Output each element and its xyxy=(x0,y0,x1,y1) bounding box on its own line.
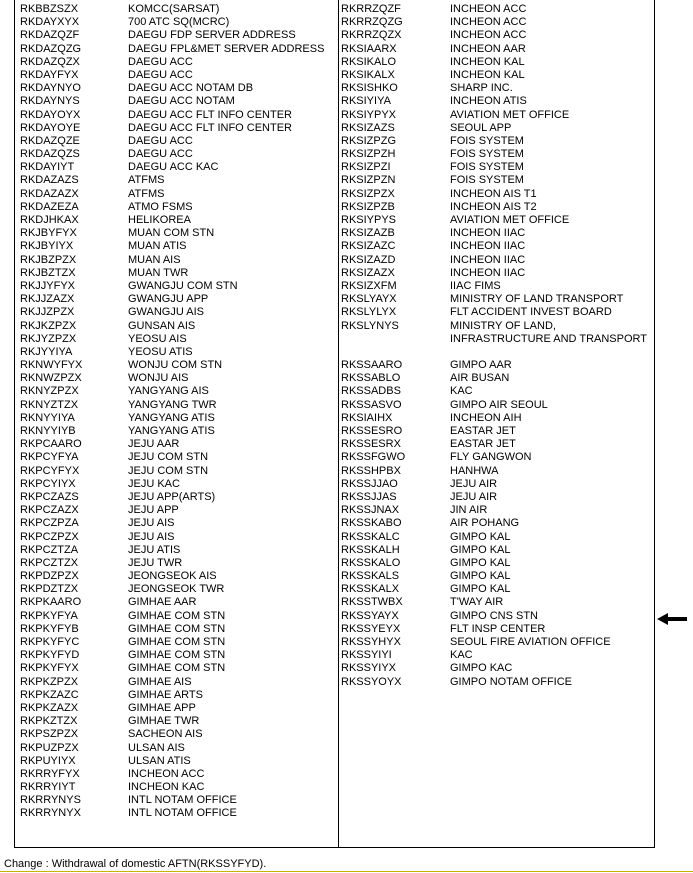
aftn-address: RKDAYXYX xyxy=(20,16,80,29)
station-name: GWANGJU AIS xyxy=(128,306,204,319)
aftn-address: RKSIZAZX xyxy=(341,266,395,279)
station-name: ATFMS xyxy=(128,174,165,187)
station-name: KAC xyxy=(450,385,473,398)
aftn-address: RKSSFGWO xyxy=(341,451,406,464)
station-name: INCHEON AIS T2 xyxy=(450,200,537,213)
aftn-address: RKPUZPZX xyxy=(20,741,79,754)
aftn-address: RKSSKALX xyxy=(341,583,400,596)
station-name: AIR POHANG xyxy=(450,517,520,530)
aftn-address: RKRRYNYX xyxy=(20,807,81,820)
aftn-address: RKDAYIYT xyxy=(20,161,75,174)
aftn-address: RKSLYAYX xyxy=(341,293,397,306)
station-name: INTL NOTAM OFFICE xyxy=(128,794,237,807)
aftn-address: RKSIYPYS xyxy=(341,214,397,226)
station-name: GIMHAE AAR xyxy=(128,596,197,609)
aftn-address: RKPDZPZX xyxy=(20,570,79,583)
aftn-address: RKSSABLO xyxy=(341,372,401,385)
aftn-address: RKNYYIYB xyxy=(20,425,76,437)
aftn-address: RKPKYFYA xyxy=(20,609,78,622)
station-name: FLT INSP CENTER xyxy=(450,622,546,635)
aftn-address: RKPCZTZA xyxy=(20,543,79,556)
aftn-address: RKDAZQZS xyxy=(20,148,80,161)
station-name: GIMPO AAR xyxy=(450,359,512,372)
station-name: DAEGU ACC NOTAM xyxy=(128,95,235,108)
aftn-address: RKDAZQZG xyxy=(20,42,82,55)
aftn-address: RKDAYNYO xyxy=(20,82,81,95)
aftn-address: RKSIZPZI xyxy=(341,161,391,174)
aftn-address: RKSSKALC xyxy=(341,530,400,543)
aftn-address: RKSIYIYA xyxy=(341,95,391,108)
station-name: GIMHAE COM STN xyxy=(128,622,226,635)
aftn-address: RKSSASVO xyxy=(341,398,402,411)
aftn-address: RKBBZSZX xyxy=(20,3,79,15)
station-name: GIMPO KAL xyxy=(450,530,511,543)
station-name: ATFMS xyxy=(128,187,165,200)
station-name: GWANGJU APP xyxy=(128,293,209,306)
aftn-address: RKRRZQZF xyxy=(341,3,401,15)
aftn-address: RKPCZAZS xyxy=(20,490,79,503)
station-name: HANHWA xyxy=(450,464,499,477)
station-name: FOIS SYSTEM xyxy=(450,161,524,174)
station-name: JEJU AIS xyxy=(128,530,175,543)
station-name: ULSAN ATIS xyxy=(128,754,191,767)
aftn-address: RKRRZQZG xyxy=(341,16,403,29)
station-name: INCHEON ACC xyxy=(450,29,527,42)
station-name: GIMHAE TWR xyxy=(128,715,200,728)
station-name: INCHEON IIAC xyxy=(450,253,526,266)
station-name: YANGYANG TWR xyxy=(128,398,217,411)
station-name: JEONGSEOK TWR xyxy=(128,583,225,596)
aftn-address: RKDAYOYX xyxy=(20,108,81,121)
station-name: FOIS SYSTEM xyxy=(450,134,524,147)
station-name: MINISTRY OF LAND, xyxy=(450,319,556,332)
station-name: FOIS SYSTEM xyxy=(450,174,524,187)
aftn-address: RKJJZAZX xyxy=(20,293,75,306)
aftn-address: RKNYZTZX xyxy=(20,398,79,411)
station-name: MINISTRY OF LAND TRANSPORT xyxy=(450,293,624,306)
aftn-address: RKSIZPZH xyxy=(341,148,396,161)
station-name: EASTAR JET xyxy=(450,425,516,437)
station-name: GIMHAE COM STN xyxy=(128,649,226,662)
station-name: JEJU ATIS xyxy=(128,543,181,556)
aftn-address: RKPKAARO xyxy=(20,596,82,609)
aftn-address: RKSIZPZN xyxy=(341,174,396,187)
aftn-address: RKRRZQZX xyxy=(341,29,402,42)
station-name: JEJU COM STN xyxy=(128,464,209,477)
station-name: KAC xyxy=(450,649,473,662)
aftn-address: RKRRYNYS xyxy=(20,794,81,807)
aftn-address: RKSSYOYX xyxy=(341,675,402,688)
station-name: JEONGSEOK AIS xyxy=(128,570,217,583)
station-name: INCHEON KAL xyxy=(450,68,525,81)
aftn-address: RKSIZAZB xyxy=(341,227,395,240)
aftn-address: RKDAYNYS xyxy=(20,95,80,108)
station-name: HELIKOREA xyxy=(128,214,191,226)
aftn-address: RKPCZPZA xyxy=(20,517,79,530)
aftn-address: RKPKYFYC xyxy=(20,636,80,648)
station-name: GIMHAE APP xyxy=(128,701,196,714)
station-name: GIMHAE COM STN xyxy=(128,609,226,622)
aftn-address: RKSSESRO xyxy=(341,425,403,437)
station-name: DAEGU ACC xyxy=(128,134,193,147)
aftn-address: RKPKZPZX xyxy=(20,675,79,688)
aftn-address: RKJBYIYX xyxy=(20,240,74,253)
aftn-address: RKSLYNYS xyxy=(341,319,399,332)
station-name: DAEGU FPL&MET SERVER ADDRESS xyxy=(128,42,325,55)
aftn-address: RKPCYFYA xyxy=(20,451,79,464)
station-name: JEJU AAR xyxy=(128,438,180,451)
station-name: GIMPO AIR SEOUL xyxy=(450,398,548,411)
aftn-address: RKSSYEYX xyxy=(341,622,401,635)
aftn-address: RKSSJJAO xyxy=(341,477,398,490)
station-name: GWANGJU COM STN xyxy=(128,279,238,292)
station-name: AIR BUSAN xyxy=(450,372,510,385)
station-name: SHARP INC. xyxy=(450,82,513,95)
aftn-address: RKSSESRX xyxy=(341,438,401,451)
aftn-address: RKSSJNAX xyxy=(341,504,400,517)
aftn-address: RKPKZAZC xyxy=(20,688,79,701)
station-name: INCHEON KAC xyxy=(128,781,205,794)
aftn-address: RKDAYOYE xyxy=(20,121,81,134)
aftn-address: RKSIKALO xyxy=(341,55,397,68)
aftn-address: RKSIZPZG xyxy=(341,134,397,147)
station-name: MUAN ATIS xyxy=(128,240,187,253)
aftn-address: RKSIZXFM xyxy=(341,279,397,292)
station-name: SEOUL FIRE AVIATION OFFICE xyxy=(450,636,611,648)
aftn-address: RKSIAIHX xyxy=(341,411,393,424)
footer-rule xyxy=(0,871,693,872)
aftn-address: RKSSYIYX xyxy=(341,662,397,675)
station-name: 700 ATC SQ(MCRC) xyxy=(128,16,230,29)
station-name: JEJU AIR xyxy=(450,477,498,490)
aftn-address: RKSSYHYX xyxy=(341,636,401,648)
station-name: GIMHAE AIS xyxy=(128,675,192,688)
aftn-address: RKSSYAYX xyxy=(341,609,399,622)
station-name: GIMPO KAL xyxy=(450,556,511,569)
aftn-address: RKDAYFYX xyxy=(20,68,79,81)
aftn-address: RKSIAARX xyxy=(341,42,397,55)
aftn-address: RKSIZAZC xyxy=(341,240,396,253)
aftn-address: RKJBZTZX xyxy=(20,266,76,279)
station-name: JEJU APP(ARTS) xyxy=(128,490,216,503)
station-name: INCHEON AIH xyxy=(450,411,522,424)
station-name: WONJU AIS xyxy=(128,372,189,385)
station-name: FLY GANGWON xyxy=(450,451,532,464)
change-note: Change : Withdrawal of domestic AFTN(RKSSYFYD). xyxy=(4,858,267,870)
station-name: INCHEON IIAC xyxy=(450,227,526,240)
aftn-address: RKRRYFYX xyxy=(20,767,80,780)
aftn-address: RKSSHPBX xyxy=(341,464,401,477)
station-name: INCHEON IIAC xyxy=(450,240,526,253)
station-name: GIMHAE ARTS xyxy=(128,688,203,701)
station-name: ATMO FSMS xyxy=(128,200,193,213)
station-name: YANGYANG AIS xyxy=(128,385,209,398)
aftn-address: RKNYZPZX xyxy=(20,385,79,398)
aftn-address: RKNWYFYX xyxy=(20,359,83,372)
station-name: GIMPO KAC xyxy=(450,662,513,675)
station-name: SEOUL APP xyxy=(450,121,512,134)
station-name: ULSAN AIS xyxy=(128,741,185,754)
aftn-address: RKPCZPZX xyxy=(20,530,79,543)
station-name: YEOSU ATIS xyxy=(128,345,193,358)
aftn-address: RKSLYLYX xyxy=(341,306,397,319)
aftn-address: RKSIZAZS xyxy=(341,121,395,134)
aftn-address: RKSSADBS xyxy=(341,385,401,398)
aftn-address: RKPKZAZX xyxy=(20,701,79,714)
station-name: YEOSU AIS xyxy=(128,332,187,345)
aftn-address: RKJYYIYA xyxy=(20,345,73,358)
station-name: JEJU APP xyxy=(128,504,179,517)
aftn-address: RKSIKALX xyxy=(341,68,395,81)
aftn-address: RKDAZQZF xyxy=(20,29,80,42)
aftn-address: RKDAZQZX xyxy=(20,55,80,68)
aftn-address: RKDAZAZS xyxy=(20,174,79,187)
station-name: MUAN COM STN xyxy=(128,227,215,240)
aftn-address: RKPKYFYD xyxy=(20,649,80,662)
aftn-address: RKSSKABO xyxy=(341,517,402,530)
station-name: MUAN AIS xyxy=(128,253,181,266)
aftn-address: RKSIZPZB xyxy=(341,200,395,213)
station-name: INCHEON IIAC xyxy=(450,266,526,279)
station-name: AVIATION MET OFFICE xyxy=(450,214,570,226)
station-name: GIMHAE COM STN xyxy=(128,662,226,675)
aftn-address: RKSIZPZX xyxy=(341,187,395,200)
station-name: DAEGU ACC FLT INFO CENTER xyxy=(128,121,293,134)
aftn-address: RKJBZPZX xyxy=(20,253,77,266)
station-name: EASTAR JET xyxy=(450,438,516,451)
station-name: YANGYANG ATIS xyxy=(128,425,215,437)
aftn-address: RKPUYIYX xyxy=(20,754,76,767)
aftn-address: RKJBYFYX xyxy=(20,227,77,240)
aftn-address: RKSSKALO xyxy=(341,556,401,569)
station-name: INCHEON AIS T1 xyxy=(450,187,537,200)
station-name: KOMCC(SARSAT) xyxy=(128,3,220,15)
station-name: GIMPO KAL xyxy=(450,543,511,556)
station-name: DAEGU ACC NOTAM DB xyxy=(128,82,254,95)
station-name: FOIS SYSTEM xyxy=(450,148,524,161)
aftn-address: RKPCAARO xyxy=(20,438,82,451)
aftn-address: RKNWZPZX xyxy=(20,372,82,385)
aftn-address: RKRRYIYT xyxy=(20,781,76,794)
aftn-address: RKSISHKO xyxy=(341,82,398,95)
aftn-address: RKSSYIYI xyxy=(341,649,392,662)
station-name: WONJU COM STN xyxy=(128,359,223,372)
aftn-address: RKDAZEZA xyxy=(20,200,79,213)
station-name: GIMHAE COM STN xyxy=(128,636,226,648)
station-name: IIAC FIMS xyxy=(450,279,501,292)
aftn-address: RKDAZAZX xyxy=(20,187,79,200)
aftn-address: RKJJYFYX xyxy=(20,279,76,292)
station-name: INCHEON ACC xyxy=(128,767,205,780)
station-name: DAEGU ACC xyxy=(128,55,193,68)
station-name: AVIATION MET OFFICE xyxy=(450,108,570,121)
station-name: GIMPO NOTAM OFFICE xyxy=(450,675,573,688)
aftn-address: RKPCZAZX xyxy=(20,504,79,517)
aftn-address: RKSSTWBX xyxy=(341,596,403,609)
station-name: SACHEON AIS xyxy=(128,728,203,741)
station-name: DAEGU ACC xyxy=(128,68,193,81)
left-arrow-icon xyxy=(657,612,687,626)
aftn-address: RKPDZTZX xyxy=(20,583,79,596)
station-name: JEJU KAC xyxy=(128,477,180,490)
aftn-address: RKSIYPYX xyxy=(341,108,397,121)
aftn-address: RKPCYFYX xyxy=(20,464,80,477)
aftn-address: RKPSZPZX xyxy=(20,728,79,741)
station-name: INCHEON AAR xyxy=(450,42,526,55)
station-name: INTL NOTAM OFFICE xyxy=(128,807,237,820)
station-name: INCHEON ACC xyxy=(450,3,527,15)
aftn-address: RKSSJJAS xyxy=(341,490,397,503)
station-name: DAEGU ACC KAC xyxy=(128,161,219,174)
station-name: INCHEON ACC xyxy=(450,16,527,29)
station-name: GUNSAN AIS xyxy=(128,319,196,332)
aftn-address: RKSSAARO xyxy=(341,359,403,372)
station-name: JEJU COM STN xyxy=(128,451,209,464)
station-name: T'WAY AIR xyxy=(450,596,504,609)
station-name: MUAN TWR xyxy=(128,266,189,279)
station-name: INCHEON KAL xyxy=(450,55,525,68)
station-name: JEJU TWR xyxy=(128,556,183,569)
aftn-address: RKPKZTZX xyxy=(20,715,78,728)
aftn-address: RKSSKALS xyxy=(341,570,400,583)
column-divider xyxy=(338,0,339,848)
aftn-address: RKSSKALH xyxy=(341,543,400,556)
aftn-address: RKJJZPZX xyxy=(20,306,75,319)
station-name: GIMPO CNS STN xyxy=(450,609,539,622)
station-name: GIMPO KAL xyxy=(450,570,511,583)
station-name: JEJU AIS xyxy=(128,517,175,530)
station-name: INFRASTRUCTURE AND TRANSPORT xyxy=(450,332,648,345)
aftn-address: RKPCZTZX xyxy=(20,556,79,569)
station-name: JEJU AIR xyxy=(450,490,498,503)
station-name: DAEGU FDP SERVER ADDRESS xyxy=(128,29,296,42)
aftn-address: RKPKYFYX xyxy=(20,662,79,675)
aftn-address: RKSIZAZD xyxy=(341,253,396,266)
station-name: FLT ACCIDENT INVEST BOARD xyxy=(450,306,612,319)
aftn-address: RKDAZQZE xyxy=(20,134,80,147)
station-name: JIN AIR xyxy=(450,504,488,517)
aftn-address: RKDJHKAX xyxy=(20,214,79,226)
station-name: YANGYANG ATIS xyxy=(128,411,215,424)
station-name: GIMPO KAL xyxy=(450,583,511,596)
address-table-frame xyxy=(14,0,655,848)
station-name: INCHEON ATIS xyxy=(450,95,527,108)
aftn-address: RKPCYIYX xyxy=(20,477,76,490)
aftn-address: RKPKYFYB xyxy=(20,622,79,635)
station-name: DAEGU ACC xyxy=(128,148,193,161)
aftn-address: RKNYYIYA xyxy=(20,411,75,424)
aftn-address: RKJYZPZX xyxy=(20,332,77,345)
aftn-address: RKJKZPZX xyxy=(20,319,77,332)
station-name: DAEGU ACC FLT INFO CENTER xyxy=(128,108,293,121)
